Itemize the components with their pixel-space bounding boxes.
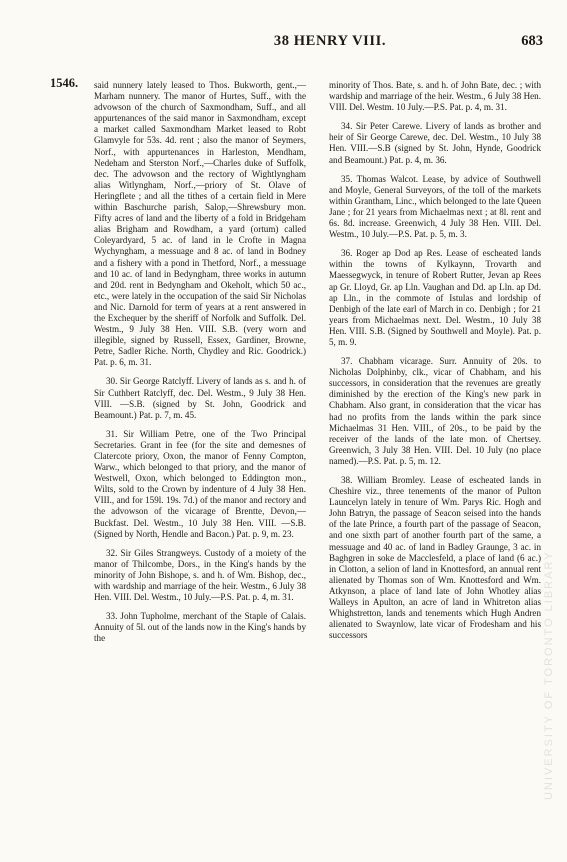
entry-33-continuation: minority of Thos. Bate, s. and h. of John Bate, dec. ; with wardship and marriage of the heir. Westm., 6 July 38 Hen. VIII. Del. Westm. 10 July.—P.S. Pat. p. 4, m. 31. [329, 80, 541, 113]
entry-31: 31. Sir William Petre, one of the Two Principal Secretaries. Grant in fee (for the site and demesnes of Clatercote priory, Oxon, the manor of Fenny Compton, Warw., which belonged to that priory, and the manor of Westwell, Oxon, which belonged to Eddington mon., Wilts, sold to the Crown by indenture of 4 July 38 Hen. VIII., and for 159l. 19s. 7d.) of the manor and rectory and the advowson of the vicarage of Brentte, Devon,—Buckfast. Del. Westm., 10 July 38 Hen. VIII. —S.B. (Signed by North, Hendle and Bacon.) Pat. p. 9, m. 23. [94, 428, 306, 539]
page-number: 683 [521, 33, 543, 49]
right-column [329, 80, 541, 649]
year-marginal: 1546. [50, 76, 79, 90]
entry-37: 37. Chabham vicarage. Surr. Annuity of 20s. to Nicholas Dolphinby, clk., vicar of Chabham, and his successors, in consideration that the revenues are greatly diminished by the erection of the King's new park in Chabham. Also grant, in consideration that the vicar has had no profits from the lands within the park since Michaelmas 31 Hen. VIII., of 20s., to be paid by the receiver of the lands of the late mon. of Chertsey. Greenwich, 3 July 38 Hen. VIII. Del. 10 July (no place named).—P.S. Pat. p. 5, m. 12. [329, 356, 541, 466]
entry-36: 36. Roger ap Dod ap Res. Lease of escheated lands within the towns of Kylkaynn, Trovarth and Maessegwyck, in tenure of Robert Rutter, Jevan ap Rees ap Gr. Lloyd, Gr. ap Lln. Vaughan and Dd. ap Lln. ap Dd. ap Lln., in the commote of Istulas and lordship of Denbigh of the late earl of March in co. Denbigh ; for 21 years from Michaelmas next. Del. Westm., 10 July 38 Hen. VIII. S.B. (Signed by Southwell and Moyle). Pat. p. 5, m. 9. [329, 248, 541, 347]
running-header [0, 33, 567, 53]
entry-35: 35. Thomas Walcot. Lease, by advice of Southwell and Moyle, General Surveyors, of the toll of the markets within Grantham, Linc., which belonged to the late Queen Jane ; for 21 years from Michaelmas next ; at 8l. rent and 6s. 8d. increase. Greenwich, 4 July 38 Hen. VIII. Del. Westm., 10 July.—P.S. Pat. p. 5, m. 3. [329, 173, 541, 240]
page-title: 38 HENRY VIII. [273, 33, 387, 49]
entry-34: 34. Sir Peter Carewe. Livery of lands as brother and heir of Sir George Carewe, dec. Del. Westm., 10 July 38 Hen. VIII.—S.B (signed by St. John, Hynde, Goodrick and Beamount.) Pat. p. 4, m. 36. [329, 121, 541, 165]
entry-continuation: said nunnery lately leased to Thos. Bukworth, gent.,—Marham nunnery. The manor of Hurtes, Suff., with the advowson of the church of Saxmondham, Suff., and all appurtenances of the said manor in Saxmondham, except a market called Saxmondham Market leased to Robt Glamvyle for 53s. 4d. rent ; also the manor of Seymers, Norf., with appurtenances in Harleston, Mendham, Nedeham and Sterston Norf.,—Charles duke of Suffolk, dec. The advowson and the rectory of Wightlyngham alias Witlyngham, Norf.,—priory of St. Olave of Heringflete ; and all the tithes of a certain field in Mere within Baschurche parish, Salop,—Shrewsbury mon. Fifty acres of land and the liberty of a fold in Bridgeham alias Brigham and Rowdham, a yard (ortum) called Coleyardyard, 5 ac. of land in le Crofte in Magna Wychyngham, a messuage and 8 ac. of land in Bodney and a fishery with a pond in Thetford, Norf., a messuage and 10 ac. of land in Bedyngham, three works in autumn and 20d. rent in Bedyngham and Okeholt, which 50 ac., etc., were lately in the occupation of the said Sir Nicholas and Nic. Darnold for term of years at a rent answered in the Exchequer by the sheriff of Norfolk and Suffolk. Del. Westm., 9 July 38 Hen. VIII. S.B. (very worn and illegible, signed by Russell, Essex, Gardiner, Browne, Petre, Sadler Riche. North, Chydley and Ric. Goodrick.) Pat. p. 6, m. 31. [94, 80, 306, 368]
entry-30: 30. Sir George Ratclyff. Livery of lands as s. and h. of Sir Cuthbert Ratclyff, dec. Del. Westm., 9 July 38 Hen. VIII. —S.B. (signed by St. John, Goodrick and Beamount.) Pat. p. 7, m. 45. [94, 376, 306, 420]
entry-33: 33. John Tupholme, merchant of the Staple of Calais. Annuity of 5l. out of the lands now in the King's hands by the [94, 611, 306, 644]
entry-32: 32. Sir Giles Strangweys. Custody of a moiety of the manor of Thilcombe, Dors., in the King's hands by the minority of John Bishope, s. and h. of Wm. Bishop, dec., with wardship and marriage of the heir. Westm., 6 July 38 Hen. VIII. Del. Westm., 10 July.—P.S. Pat. p. 4, m. 31. [94, 547, 306, 603]
left-column [94, 80, 306, 653]
library-watermark: UNIVERSITY OF TORONTO LIBRARY [543, 550, 555, 800]
entry-38: 38. William Bromley. Lease of escheated lands in Cheshire viz., three tenements of the manor of Pulton Launcelyn lately in tenure of Wm. Parys Ric. Hogh and John Batryn, the passage of Seacon seised into the hands of the late Prince, a fourth part of the passage of Seacon, and one sixth part of another fourth part of the same, a messuage and 40 ac. of land in Badley Graunge, 3 ac. in Baghgren in soke de Macclesfeld, a place of land (6 ac.) in Clotton, a selion of land in Knottesford, an annual rent alienated by Thomas son of Wm. Knottesford and Wm. Atkynson, a place of land late of John Whotley alias Walleys in Apulton, an acre of land in Whitreton alias Whighstretton, lands and tenements which Hugh Andren alienated to Swaynlow, late vicar of Frodesham and his successors [329, 475, 541, 641]
